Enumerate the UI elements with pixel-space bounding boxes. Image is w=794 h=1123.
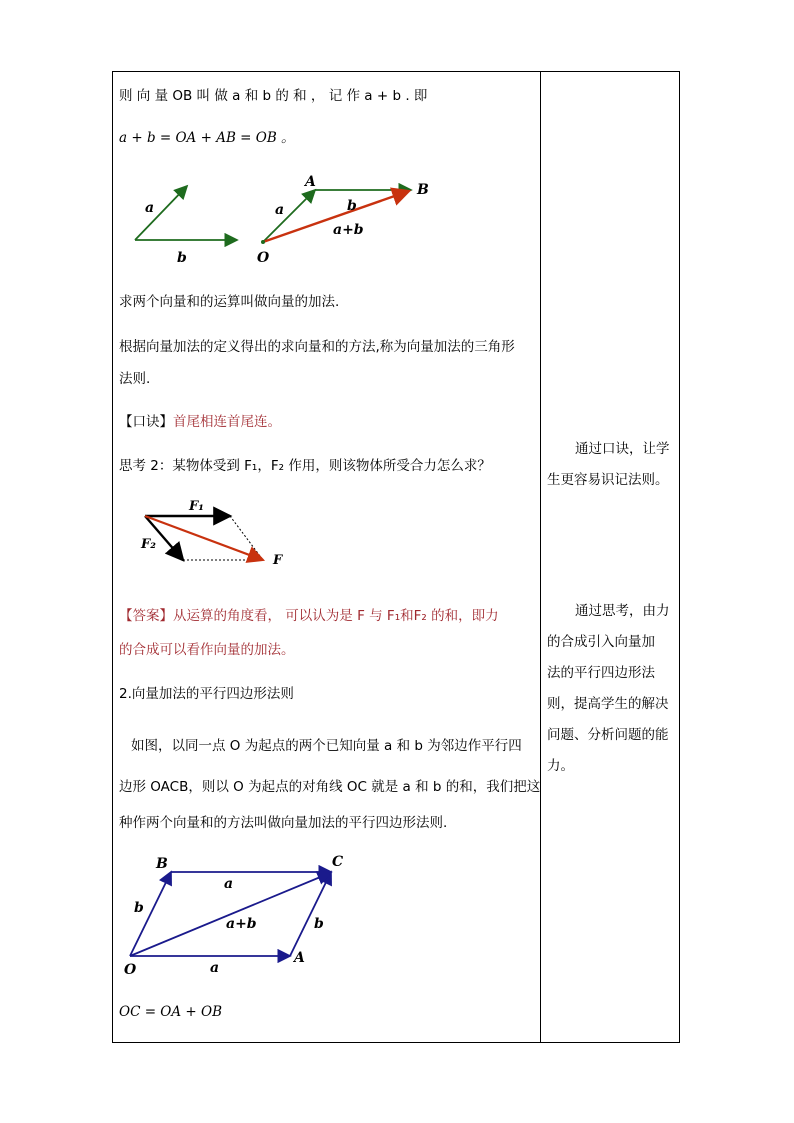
sum-formula: a + b = OA + AB = OB 。 bbox=[119, 130, 295, 146]
parallelogram-line-3: 种作两个向量和的方法叫做向量加法的平行四边形法则. bbox=[119, 815, 448, 831]
label-f2: F₂ bbox=[141, 537, 156, 552]
label-f1: F₁ bbox=[189, 499, 204, 514]
label-sum: a+b bbox=[226, 916, 257, 932]
triangle-rule-figure bbox=[125, 170, 445, 270]
parallelogram-figure bbox=[120, 850, 360, 980]
note2-line6: 力。 bbox=[547, 758, 574, 774]
triangle-rule-line2: 法则. bbox=[119, 371, 151, 387]
parallelogram-formula: OC = OA + OB bbox=[119, 1004, 222, 1020]
answer-label: 【答案】 bbox=[119, 608, 173, 624]
label-f: F bbox=[273, 553, 283, 568]
label-sum: a+b bbox=[333, 222, 364, 238]
label-point-a: A bbox=[294, 950, 305, 966]
section2-title: 2.向量加法的平行四边形法则 bbox=[119, 686, 294, 702]
note2-line3: 法的平行四边形法 bbox=[547, 665, 655, 681]
label-b: b bbox=[177, 250, 187, 266]
note2-line1: 通过思考，由力 bbox=[575, 603, 670, 619]
paragraph-sum-definition: 则 向 量 OB 叫 做 a 和 b 的 和 ， 记 作 a + b . 即 bbox=[119, 88, 428, 104]
triangle-rule-line1: 根据向量加法的定义得出的求向量和的方法,称为向量加法的三角形 bbox=[119, 339, 515, 355]
label-point-a: A bbox=[305, 174, 316, 190]
answer-line-2: 的合成可以看作向量的加法。 bbox=[119, 642, 295, 658]
label-point-o: O bbox=[124, 962, 137, 978]
label-point-b: B bbox=[417, 182, 429, 198]
rhyme-text: 首尾相连首尾连。 bbox=[173, 414, 281, 430]
note1-line2: 生更容易识记法则。 bbox=[547, 472, 669, 488]
note-force bbox=[547, 596, 677, 782]
note2-line2: 的合成引入向量加 bbox=[547, 634, 655, 650]
column-divider bbox=[540, 71, 541, 1043]
think-question-2: 思考 2：某物体受到 F₁，F₂ 作用，则该物体所受合力怎么求？ bbox=[119, 458, 491, 474]
force-figure bbox=[135, 490, 295, 575]
label-point-o: O bbox=[257, 250, 270, 266]
note-rhyme bbox=[547, 434, 677, 496]
vector-ac-arrow bbox=[290, 872, 331, 956]
rhyme-label: 【口诀】 bbox=[119, 414, 173, 430]
label-b-right: b bbox=[314, 916, 324, 932]
vector-a-arrow bbox=[135, 186, 187, 240]
label-a-bottom: a bbox=[210, 960, 220, 976]
label-a-top: a bbox=[224, 876, 234, 892]
parallelogram-line-1: 如图，以同一点 O 为起点的两个已知向量 a 和 b 为邻边作平行四 bbox=[131, 738, 522, 754]
label-point-b: B bbox=[156, 856, 168, 872]
label-b-left: b bbox=[134, 900, 144, 916]
note2-line5: 问题、分析问题的能 bbox=[547, 727, 669, 743]
rhyme-line bbox=[119, 412, 281, 432]
note1-line1: 通过口诀，让学 bbox=[575, 441, 670, 457]
vector-oa-arrow bbox=[263, 190, 315, 242]
parallelogram-line-2: 边形 OACB，则以 O 为起点的对角线 OC 就是 a 和 b 的和，我们把这 bbox=[119, 779, 541, 795]
answer-text-1: 从运算的角度看， 可以认为是 F 与 F₁和F₂ 的和，即力 bbox=[173, 608, 499, 624]
addition-definition: 求两个向量和的运算叫做向量的加法. bbox=[119, 294, 340, 310]
label-a: a bbox=[145, 200, 155, 216]
label-b-2: b bbox=[347, 198, 357, 214]
label-a-2: a bbox=[275, 202, 285, 218]
answer-line-1 bbox=[119, 606, 499, 626]
point-o-dot bbox=[261, 240, 265, 244]
label-point-c: C bbox=[332, 854, 344, 870]
note2-line4: 则，提高学生的解决 bbox=[547, 696, 669, 712]
